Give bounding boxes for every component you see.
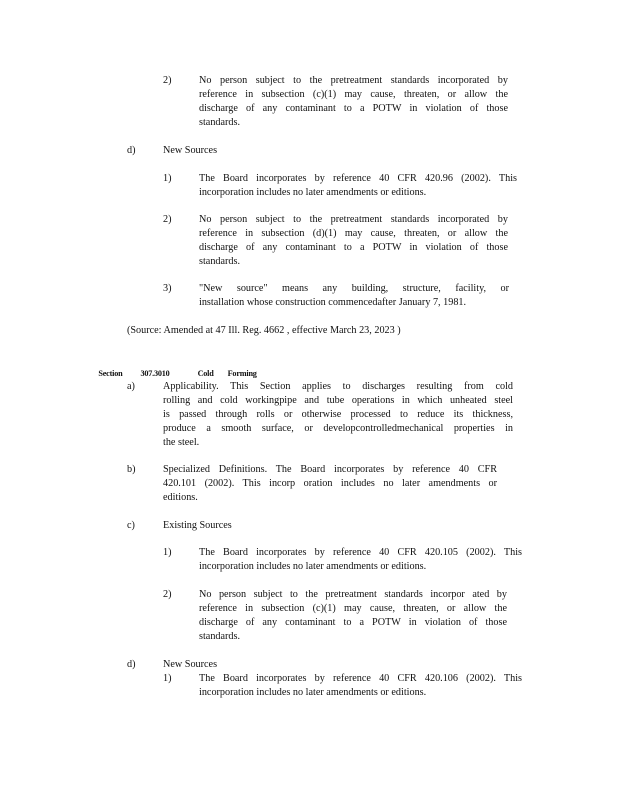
paragraph-text <box>199 588 507 644</box>
text-line: (Source: Amended at 47 Ill. Reg. 4662 , effective March 23, 2023 ) <box>127 325 401 336</box>
text-line: discharge of any contaminant to a POTW in violation of those <box>199 616 507 628</box>
section-title-word-1: Cold <box>197 368 214 378</box>
text-line: rolling and cold workingpipe and tube operations in which unheated steel <box>163 394 513 406</box>
paragraph-label: c) <box>127 520 135 531</box>
text-line: the steel. <box>163 436 200 448</box>
paragraph-text <box>199 546 522 574</box>
text-line: No person subject to the pretreatment standards incorporated by <box>199 75 508 86</box>
section-heading <box>91 353 257 395</box>
paragraph-text <box>199 282 509 310</box>
paragraph-text <box>127 324 452 338</box>
section-title-word-2: Forming <box>227 368 257 378</box>
paragraph-text <box>163 658 263 672</box>
text-line: New Sources <box>163 659 218 670</box>
text-line: discharge of any contaminant to a POTW in violation of those <box>199 102 508 114</box>
text-line: incorporation includes no later amendments or editions. <box>199 560 427 572</box>
paragraph-label: d) <box>127 659 136 670</box>
text-line: is passed through rolls or otherwise processed to reduce its thickness, <box>163 408 513 420</box>
text-line: incorporation includes no later amendments or editions. <box>199 686 427 698</box>
paragraph-label: 2) <box>163 589 172 600</box>
paragraph-label: 1) <box>163 547 172 558</box>
text-line: editions. <box>163 491 198 503</box>
section-number: 307.3010 <box>140 368 170 378</box>
paragraph-text <box>199 213 508 269</box>
text-line: "New source" means any building, structure, facility, or <box>199 283 509 294</box>
text-line: discharge of any contaminant to a POTW in violation of those <box>199 241 508 253</box>
text-line: standards. <box>199 255 241 267</box>
text-line: No person subject to the pretreatment standards incorporated by <box>199 214 508 225</box>
paragraph-text <box>163 144 263 158</box>
text-line: produce a smooth surface, or developcontrolledmechanical properties in <box>163 422 513 434</box>
paragraph-label: 2) <box>163 75 172 86</box>
paragraph-label: 2) <box>163 214 172 225</box>
text-line: 420.101 (2002). This incorp oration includes no later amendments or <box>163 477 497 489</box>
paragraph-text <box>199 172 517 200</box>
text-line: The Board incorporates by reference 40 CFR 420.96 (2002). This <box>199 173 517 184</box>
text-line: standards. <box>199 630 241 642</box>
paragraph-text <box>163 519 263 533</box>
text-line: New Sources <box>163 145 218 156</box>
text-line: Specialized Definitions. The Board incorporates by reference 40 CFR <box>163 464 497 475</box>
paragraph-text <box>163 463 497 505</box>
text-line: reference in subsection (c)(1) may cause, threaten, or allow the <box>199 88 508 100</box>
paragraph-label: 1) <box>163 673 172 684</box>
text-line: Applicability. This Section applies to discharges resulting from cold <box>163 381 513 392</box>
paragraph-label: a) <box>127 381 135 392</box>
text-line: The Board incorporates by reference 40 CFR 420.105 (2002). This <box>199 547 522 558</box>
section-word: Section <box>98 368 123 378</box>
text-line: reference in subsection (d)(1) may cause, threaten, or allow the <box>199 227 508 239</box>
paragraph-label: b) <box>127 464 136 475</box>
text-line: No person subject to the pretreatment standards incorpor ated by <box>199 589 507 600</box>
paragraph-text <box>199 672 522 700</box>
text-line: standards. <box>199 116 241 128</box>
paragraph-label: 1) <box>163 173 172 184</box>
text-line: reference in subsection (c)(1) may cause, threaten, or allow the <box>199 602 507 614</box>
text-line: installation whose construction commencedafter January 7, 1981. <box>199 296 467 308</box>
text-line: Existing Sources <box>163 520 232 531</box>
text-line: The Board incorporates by reference 40 CFR 420.106 (2002). This <box>199 673 522 684</box>
paragraph-label: d) <box>127 145 136 156</box>
paragraph-text <box>199 74 508 130</box>
paragraph-label: 3) <box>163 283 172 294</box>
text-line: incorporation includes no later amendments or editions. <box>199 186 427 198</box>
